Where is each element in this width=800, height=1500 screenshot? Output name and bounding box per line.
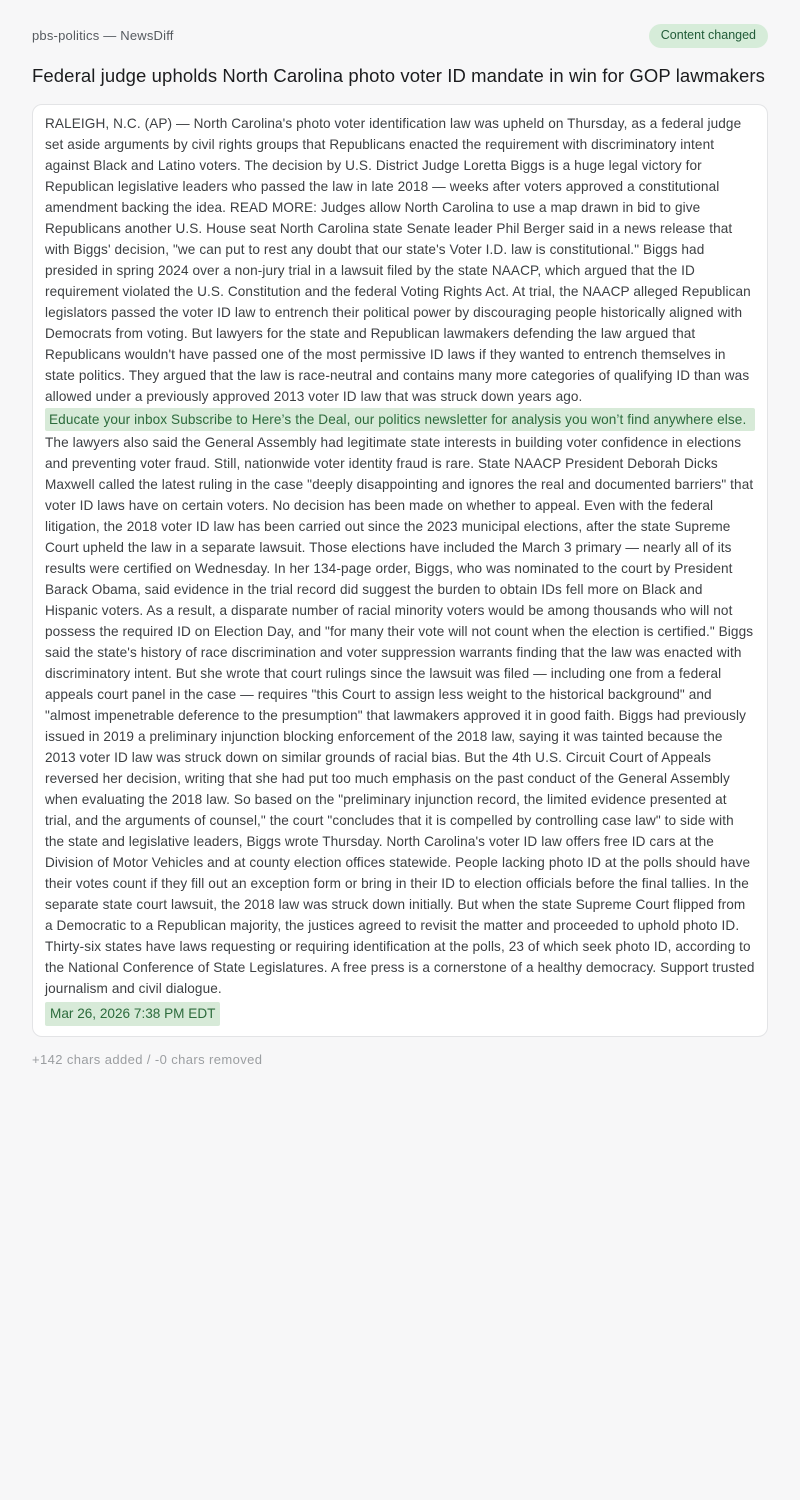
- article-title: Federal judge upholds North Carolina photo voter ID mandate in win for GOP lawmakers: [32, 64, 766, 86]
- article-text-part-1: RALEIGH, N.C. (AP) — North Carolina's photo voter identification law was upheld on Thursday, as a federal judge set aside arguments by civil rights groups that Republicans enacted the requirement with discriminatory intent against Black and Latino voters. The decision by U.S. District Judge Loretta Biggs is a huge legal victory for Republican legislative leaders who passed the law in late 2018 — weeks after voters approved a constitutional amendment backing the idea. READ MORE: Judges allow North Carolina to use a map drawn in bid to give Republicans another U.S. House seat North Carolina state Senate leader Phil Berger said in a news release that with Biggs' decision, "we can put to rest any doubt that our state's Voter I.D. law is constitutional." Biggs had presided in spring 2024 over a non-jury trial in a lawsuit filed by the state NAACP, which argued that the ID requirement violated the U.S. Constitution and the federal Voting Rights Act. At trial, the NAACP alleged Republican legislators passed the voter ID law to entrench their political power by discouraging people historically aligned with Democrats from voting. But lawyers for the state and Republican lawmakers defending the law argued that Republicans wouldn't have passed one of the most permissive ID laws if they wanted to entrench themselves in state politics. They argued that the law is race-neutral and contains many more categories of qualifying ID than was allowed under a previously approved 2013 voter ID law that was struck down years ago.: [45, 115, 751, 404]
- article-text-part-2: The lawyers also said the General Assembly had legitimate state interests in building voter confidence in elections and preventing voter fraud. Still, nationwide voter identity fraud is rare. State NAACP President Deborah Dicks Maxwell called the latest ruling in the case "deeply disappointing and ignores the real and documented barriers" that voter ID laws have on certain voters. No decision has been made on whether to appeal. Even with the federal litigation, the 2018 voter ID law has been carried out since the 2023 municipal elections, after the state Supreme Court upheld the law in a separate lawsuit. Those elections have included the March 3 primary — nearly all of its results were certified on Wednesday. In her 134-page order, Biggs, who was nominated to the court by President Barack Obama, said evidence in the trial record did suggest the burden to obtain IDs fell more on Black and Hispanic voters. As a result, a disparate number of racial minority voters would be among thousands who will not possess the required ID on Election Day, and "for many their vote will not count when the election is certified." Biggs said the state's history of race discrimination and voter suppression warrants finding that the law was enacted with discriminatory intent. But she wrote that court rulings since the lawsuit was filed — including one from a federal appeals court panel in the case — requires "this Court to assign less weight to the historical background" and "almost impenetrable deference to the presumption" that lawmakers approved it in good faith. Biggs had previously issued in 2019 a preliminary injunction blocking enforcement of the 2018 law, saying it was tainted because the 2013 voter ID law was struck down on similar grounds of racial bias. But the 4th U.S. Circuit Court of Appeals reversed her decision, writing that she had put too much emphasis on the past conduct of the General Assembly when evaluating the 2018 law. So based on the "preliminary injunction record, the limited evidence presented at trial, and the arguments of counsel," the court "concludes that it is compelled by controlling case law" to side with the state and legislative leaders, Biggs wrote Thursday. North Carolina's voter ID law offers free ID cars at the Division of Motor Vehicles and at county election offices statewide. People lacking photo ID at the polls should have their votes count if they fill out an exception form or bring in their ID to election officials before the final tallies. In the separate state court lawsuit, the 2018 law was struck down initially. But when the state Supreme Court flipped from a Democratic to a Republican majority, the justices agreed to revisit the matter and proceeded to uphold photo ID. Thirty-six states have laws requesting or requiring identification at the polls, 23 of which seek photo ID, according to the National Conference of State Legislatures. A free press is a cornerstone of a healthy democracy. Support trusted journalism and civil dialogue.: [45, 434, 755, 996]
- added-timestamp: Mar 26, 2026 7:38 PM EDT: [45, 1002, 220, 1026]
- page-header: [32, 24, 768, 48]
- diff-summary: +142 chars added / -0 chars removed: [32, 1051, 263, 1067]
- content-changed-badge: Content changed: [649, 24, 768, 48]
- added-text-block: Educate your inbox Subscribe to Here’s the Deal, our politics newsletter for analysis you won’t find anywhere else.: [45, 408, 755, 431]
- source-label: pbs-politics — NewsDiff: [32, 28, 174, 44]
- diff-card: [32, 104, 768, 1037]
